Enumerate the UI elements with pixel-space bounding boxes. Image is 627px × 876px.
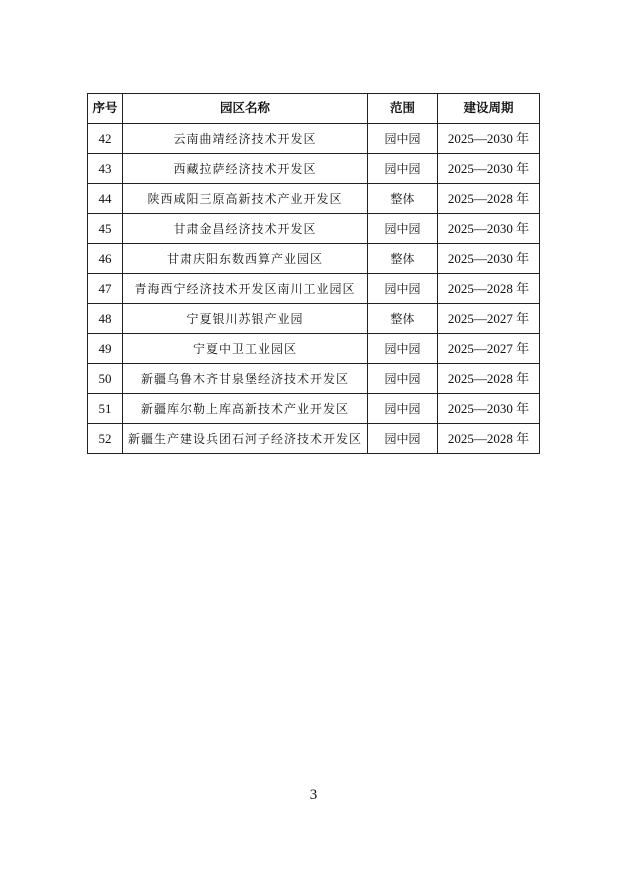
- cell-seq: 44: [88, 184, 123, 214]
- cell-scope: 园中园: [368, 274, 438, 304]
- cell-period: 2025—2030 年: [438, 214, 540, 244]
- table-row: [88, 244, 540, 274]
- cell-seq: 45: [88, 214, 123, 244]
- cell-scope: 园中园: [368, 364, 438, 394]
- header-scope: 范围: [368, 94, 438, 124]
- cell-period: 2025—2030 年: [438, 124, 540, 154]
- cell-scope: 园中园: [368, 214, 438, 244]
- cell-seq: 51: [88, 394, 123, 424]
- cell-scope: 园中园: [368, 424, 438, 454]
- cell-period: 2025—2028 年: [438, 364, 540, 394]
- cell-period: 2025—2030 年: [438, 394, 540, 424]
- cell-name: 宁夏中卫工业园区: [123, 334, 368, 364]
- cell-scope: 整体: [368, 244, 438, 274]
- page-number: 3: [309, 787, 318, 803]
- header-period: 建设周期: [438, 94, 540, 124]
- table-row: [88, 394, 540, 424]
- cell-period: 2025—2028 年: [438, 424, 540, 454]
- cell-period: 2025—2028 年: [438, 184, 540, 214]
- cell-period: 2025—2027 年: [438, 304, 540, 334]
- park-table: [87, 93, 540, 454]
- header-seq: 序号: [88, 94, 123, 124]
- cell-scope: 园中园: [368, 334, 438, 364]
- cell-name: 青海西宁经济技术开发区南川工业园区: [123, 274, 368, 304]
- table-header: [88, 94, 540, 124]
- cell-name: 西藏拉萨经济技术开发区: [123, 154, 368, 184]
- cell-scope: 园中园: [368, 124, 438, 154]
- cell-period: 2025—2027 年: [438, 334, 540, 364]
- cell-seq: 49: [88, 334, 123, 364]
- cell-period: 2025—2030 年: [438, 244, 540, 274]
- table-row: [88, 424, 540, 454]
- cell-scope: 整体: [368, 304, 438, 334]
- cell-name: 新疆库尔勒上库高新技术产业开发区: [123, 394, 368, 424]
- cell-seq: 48: [88, 304, 123, 334]
- cell-name: 陕西咸阳三原高新技术产业开发区: [123, 184, 368, 214]
- cell-period: 2025—2028 年: [438, 274, 540, 304]
- cell-period: 2025—2030 年: [438, 154, 540, 184]
- cell-scope: 园中园: [368, 394, 438, 424]
- table-row: [88, 334, 540, 364]
- table-row: [88, 274, 540, 304]
- cell-seq: 46: [88, 244, 123, 274]
- table-row: [88, 304, 540, 334]
- cell-seq: 47: [88, 274, 123, 304]
- table-body: [88, 124, 540, 454]
- cell-scope: 园中园: [368, 154, 438, 184]
- cell-seq: 50: [88, 364, 123, 394]
- cell-seq: 43: [88, 154, 123, 184]
- cell-name: 云南曲靖经济技术开发区: [123, 124, 368, 154]
- cell-seq: 42: [88, 124, 123, 154]
- header-row: [88, 94, 540, 124]
- table-row: [88, 154, 540, 184]
- table-row: [88, 124, 540, 154]
- table-row: [88, 364, 540, 394]
- table-row: [88, 184, 540, 214]
- cell-name: 新疆乌鲁木齐甘泉堡经济技术开发区: [123, 364, 368, 394]
- cell-name: 新疆生产建设兵团石河子经济技术开发区: [123, 424, 368, 454]
- cell-seq: 52: [88, 424, 123, 454]
- cell-name: 甘肃庆阳东数西算产业园区: [123, 244, 368, 274]
- cell-scope: 整体: [368, 184, 438, 214]
- table-row: [88, 214, 540, 244]
- cell-name: 甘肃金昌经济技术开发区: [123, 214, 368, 244]
- header-name: 园区名称: [123, 94, 368, 124]
- cell-name: 宁夏银川苏银产业园: [123, 304, 368, 334]
